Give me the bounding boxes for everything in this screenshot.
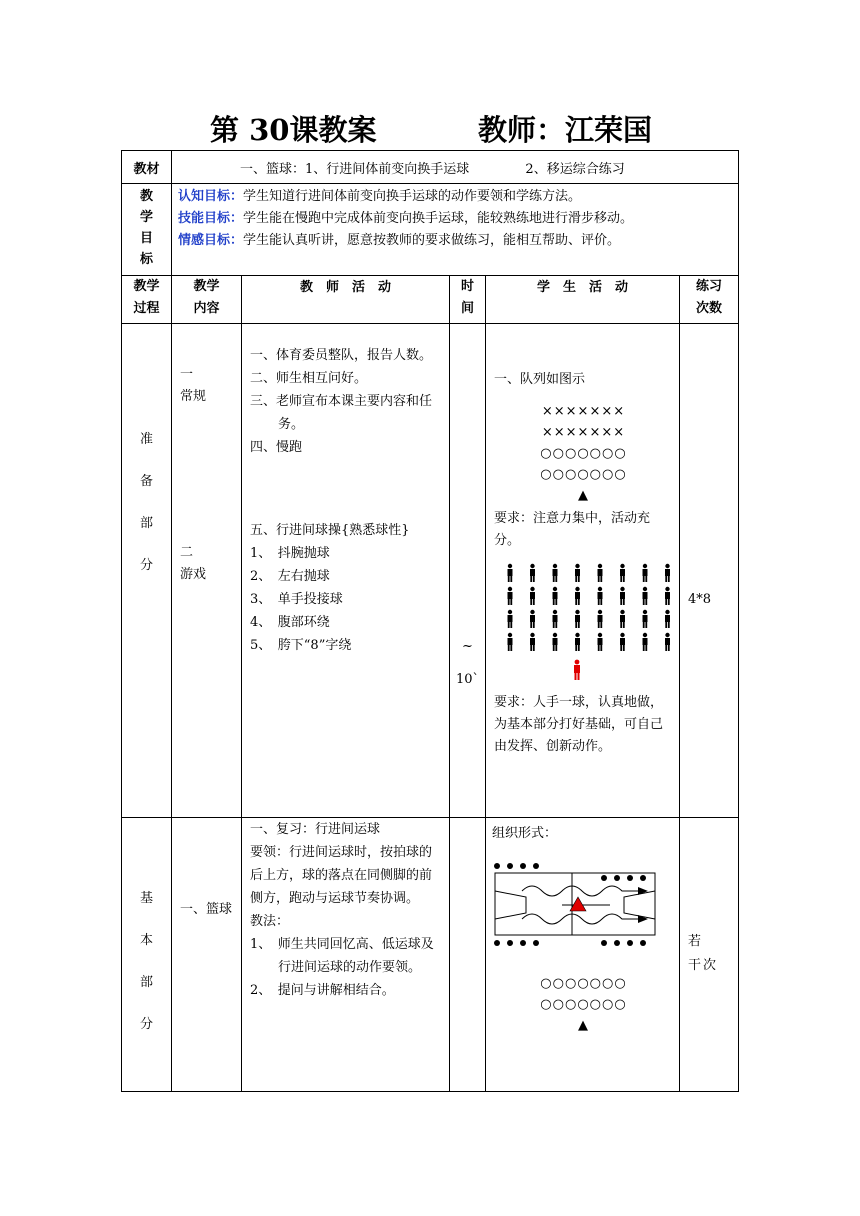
- student-figure: [620, 633, 625, 651]
- basic-student-title: 组织形式：: [492, 826, 558, 841]
- page-header: [0, 108, 860, 148]
- goal-affect: 情感目标：学生能认真听讲，愿意按教师的要求做练习，能相互帮助、评价。: [178, 233, 621, 248]
- student-figure: [575, 587, 580, 605]
- student-figure: [598, 587, 603, 605]
- col-process: 教学 过程: [122, 276, 172, 324]
- column-header-row: [122, 276, 739, 324]
- student-figure: [508, 564, 513, 582]
- goals-row: [122, 184, 739, 276]
- student-figure: [620, 610, 625, 628]
- basic-teacher-method-label: 教法：: [250, 914, 290, 929]
- student-figure: [665, 564, 670, 582]
- student-figure: [575, 610, 580, 628]
- prep-time-a: ~: [462, 639, 473, 654]
- prep-reps: 4*8: [688, 592, 712, 607]
- prep-game-title: 五、行进间球操{熟悉球性}: [250, 523, 410, 538]
- prep-teacher-item: 一、体育委员整队，报告人数。: [250, 348, 433, 363]
- prep-row: [122, 324, 739, 818]
- material-row: [122, 151, 739, 184]
- student-figure: [553, 564, 558, 582]
- student-figure: [575, 564, 580, 582]
- student-figure: [620, 587, 625, 605]
- goals-label: 教 学 目 标: [139, 189, 153, 267]
- student-figure: [553, 587, 558, 605]
- prep-game-item: 1、 抖腕抛球: [250, 546, 330, 561]
- lesson-plan-table: [121, 150, 739, 1092]
- prep-teacher-item: 二、师生相互问好。: [250, 371, 368, 386]
- teacher-name: 教师：江荣国: [478, 113, 653, 147]
- student-figure: [530, 587, 535, 605]
- prep-game-item: 4、 腹部环绕: [250, 615, 330, 630]
- basic-teacher-method: 1、 师生共同回忆高、低运球及行进间运球的动作要领。: [250, 937, 434, 975]
- court-diagram: [492, 861, 656, 961]
- student-figure: [598, 564, 603, 582]
- student-figure: [508, 587, 513, 605]
- material-label: 教材: [122, 151, 172, 184]
- material-item-2: 2、移运综合练习: [525, 161, 625, 177]
- student-figure: [643, 564, 648, 582]
- basic-formation: ○○○○○○○ ○○○○○○○ ▲: [492, 973, 675, 1036]
- prep-content-2: 二 游戏: [180, 545, 207, 582]
- prep-time-b: 10`: [455, 672, 480, 687]
- student-figure: [530, 633, 535, 651]
- basic-teacher-title: 一、复习：行进间运球: [250, 822, 381, 837]
- prep-game-item: 5、 胯下“8”字绕: [250, 638, 352, 653]
- student-figure: [530, 564, 535, 582]
- student-figure: [665, 587, 670, 605]
- basic-row: [122, 818, 739, 1092]
- student-figure: [598, 633, 603, 651]
- basic-reps: 若 干次: [688, 934, 719, 973]
- student-figure: [643, 633, 648, 651]
- student-figure: [575, 633, 580, 651]
- student-figure: [620, 564, 625, 582]
- basic-section-label: 基 本 部 分: [139, 891, 153, 1032]
- material-item-1: 一、篮球：1、行进间体前变向换手运球: [240, 161, 470, 177]
- col-teacher: 教 师 活 动: [242, 276, 450, 324]
- lesson-title: 第 30课教案: [210, 113, 377, 147]
- students-figure: [494, 562, 674, 682]
- goal-cognitive: 认知目标：学生知道行进间体前变向换手运球的动作要领和学练方法。: [178, 189, 582, 204]
- goal-skill: 技能目标：学生能在慢跑中完成体前变向换手运球，能较熟练地进行滑步移动。: [178, 211, 634, 226]
- basic-content: 一、篮球: [180, 902, 233, 917]
- teacher-figure: [574, 660, 580, 680]
- prep-requirement-1: 要求：注意力集中，活动充分。: [494, 511, 651, 548]
- prep-game-item: 2、 左右抛球: [250, 569, 330, 584]
- leader-triangle: ▲: [578, 1018, 589, 1033]
- student-figure: [643, 610, 648, 628]
- student-figure: [553, 633, 558, 651]
- prep-game-item: 3、 单手投接球: [250, 592, 343, 607]
- col-content: 教学 内容: [172, 276, 242, 324]
- basic-teacher-method: 2、 提问与讲解相结合。: [250, 983, 395, 998]
- col-reps: 练习 次数: [680, 276, 739, 324]
- student-figure: [508, 610, 513, 628]
- prep-teacher-item: 三、老师宣布本课主要内容和任务。: [250, 394, 433, 432]
- basic-teacher-essentials: 要领：行进间运球时，按拍球的后上方，球的落点在同侧脚的前侧方，跑动与运球节奏协调。: [250, 845, 433, 906]
- prep-student-title: 一、队列如图示: [494, 372, 586, 387]
- student-figure: [665, 633, 670, 651]
- student-figure: [665, 610, 670, 628]
- leader-triangle: ▲: [578, 488, 589, 503]
- col-time: 时 间: [450, 276, 486, 324]
- prep-section-label: 准 备 部 分: [139, 432, 153, 573]
- student-figure: [508, 633, 513, 651]
- prep-formation: ××××××× ××××××× ○○○○○○○ ○○○○○○○ ▲: [494, 401, 673, 506]
- student-figure: [643, 587, 648, 605]
- prep-content-1: 一 常规: [180, 367, 207, 404]
- prep-teacher-item: 四、慢跑: [250, 440, 303, 455]
- col-student: 学 生 活 动: [486, 276, 680, 324]
- student-figure: [553, 610, 558, 628]
- student-figure: [598, 610, 603, 628]
- prep-requirement-2: 要求：人手一球，认真地做，为基本部分打好基础，可自己由发挥、创新动作。: [494, 695, 664, 754]
- student-figure: [530, 610, 535, 628]
